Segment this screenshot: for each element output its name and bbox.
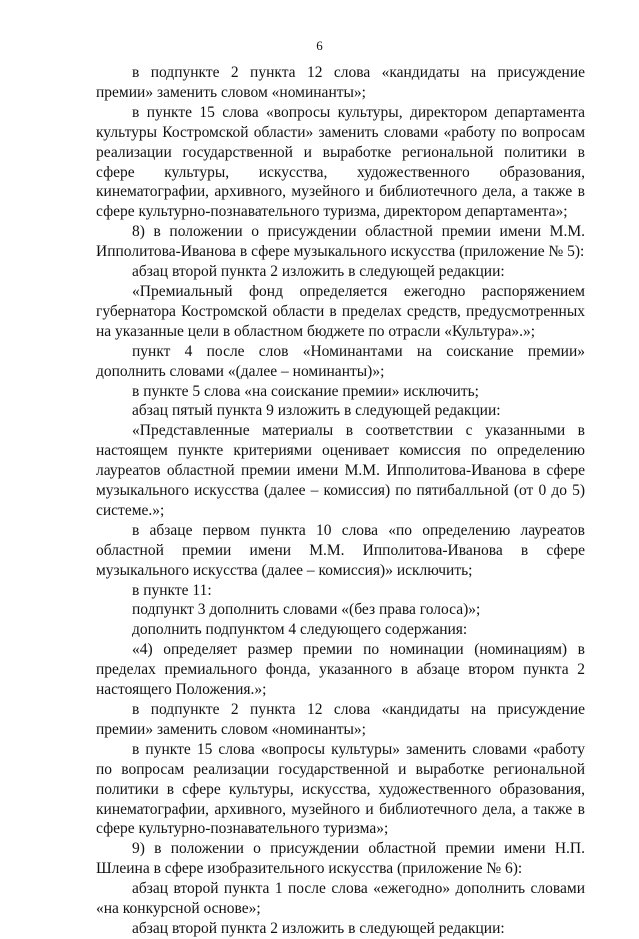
paragraph: в подпункте 2 пункта 12 слова «кандидаты на присуждение премии» заменить словом «номинанты»; (96, 64, 585, 101)
paragraph: в пункте 15 слова «вопросы культуры, директором департамента культуры Костромской области» заменить словами «работу по вопросам реализации государственной и выработке региональной политики в сфере культуры, искусства, художественного образования, кинематографии, архивного, музейного и библиотечного дела, а также в сфере культурно-познавательного туризма, директором департамента»; (96, 103, 585, 221)
paragraph: абзац второй пункта 2 изложить в следующей редакции: (132, 919, 505, 937)
paragraph: абзац второй пункта 2 изложить в следующей редакции: (132, 263, 505, 281)
paragraph: абзац второй пункта 1 после слова «ежегодно» дополнить словами «на конкурсной основе»; (96, 880, 585, 918)
paragraph: 8) в положении о присуждении областной премии имени М.М. Ипполитова-Иванова в сфере музыкального искусства (приложение № 5): (96, 223, 585, 261)
paragraph: 9) в положении о присуждении областной премии имени Н.П. Шлеина в сфере изобразительного искусства (приложение № 6): (96, 840, 585, 878)
document-body (96, 63, 585, 939)
paragraph: пункт 4 после слов «Номинантами на соискание премии» дополнить словами «(далее – номинанты)»; (96, 342, 585, 380)
paragraph: абзац пятый пункта 9 изложить в следующей редакции: (132, 402, 501, 420)
paragraph: в пункте 15 слова «вопросы культуры» заменить словами «работу по вопросам реализации государственной и выработке региональной политики в сфере культуры, искусства, художественного образования, кинематографии, архивного, музейного и библиотечного дела, а также в сфере культурно-познавательного туризма»; (96, 740, 585, 838)
paragraph: «4) определяет размер премии по номинации (номинациям) в пределах премиального фонда, указанного в абзаце втором пункта 2 настоящего Положения.»; (96, 641, 585, 699)
paragraph: в пункте 5 слова «на соискание премии» исключить; (132, 382, 479, 400)
paragraph: в подпункте 2 пункта 12 слова «кандидаты на присуждение премии» заменить словом «номинанты»; (96, 701, 585, 738)
paragraph: подпункт 3 дополнить словами «(без права голоса)»; (132, 601, 481, 619)
paragraph: в пункте 11: (132, 581, 212, 599)
page-number: 6 (316, 38, 323, 53)
paragraph: дополнить подпунктом 4 следующего содержания: (132, 621, 468, 639)
paragraph: «Представленные материалы в соответствии с указанными в настоящем пункте критериями оценивает комиссия по определению лауреатов областной премии имени М.М. Ипполитова-Иванова в сфере музыкального искусства (далее – комиссия) по пятибалльной (от 0 до 5) системе.»; (96, 422, 585, 519)
paragraph: «Премиальный фонд определяется ежегодно распоряжением губернатора Костромской области в пределах средств, предусмотренных на указанные цели в областном бюджете по отрасли «Культура».»; (96, 282, 585, 340)
paragraph: в абзаце первом пункта 10 слова «по определению лауреатов областной премии имени М.М. Ипполитова-Иванова в сфере музыкального искусства (далее – комиссия)» исключить; (96, 521, 585, 579)
